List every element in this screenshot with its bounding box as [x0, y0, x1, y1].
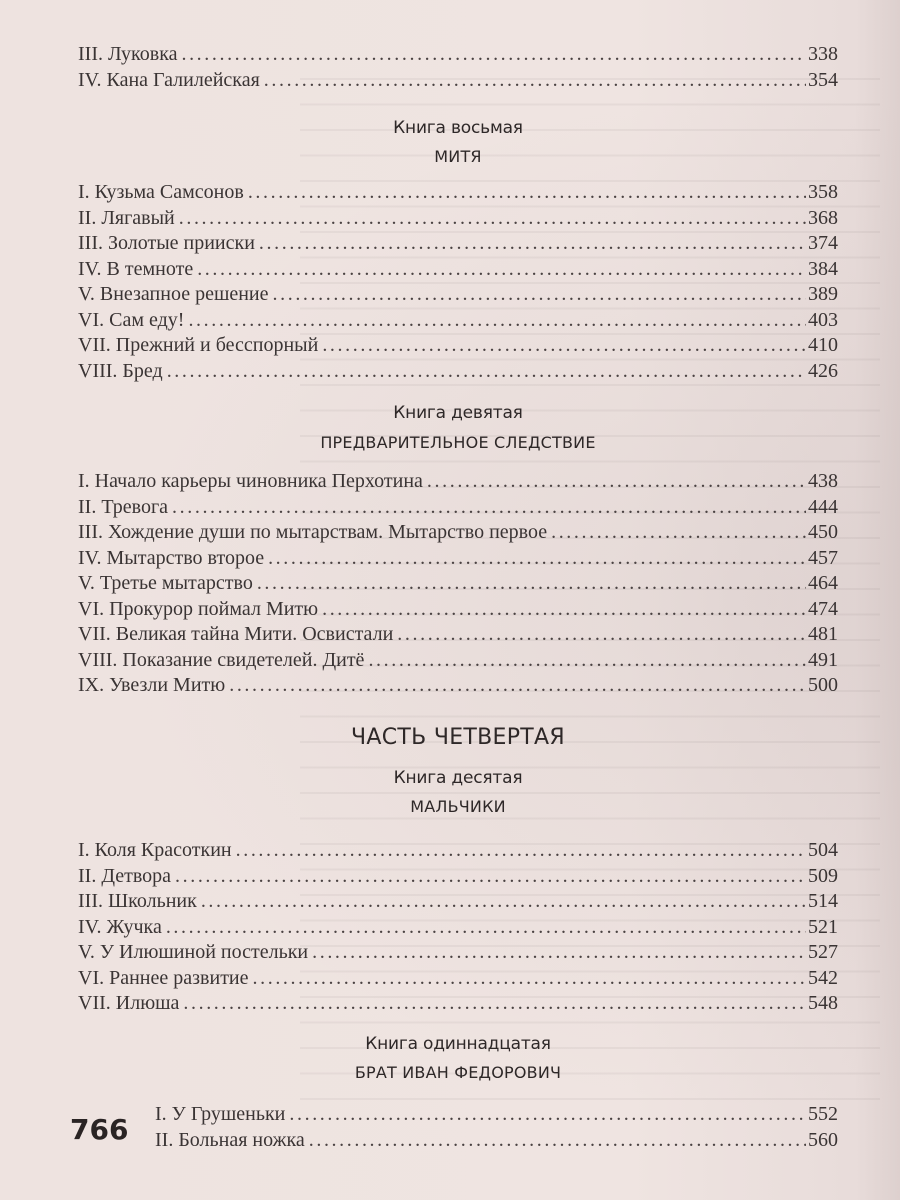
entry-page: 438: [808, 470, 838, 492]
leader-dots: [175, 864, 806, 890]
entry-page: 509: [808, 864, 838, 887]
entry-page: 389: [808, 283, 838, 305]
entry-page: 560: [808, 1128, 838, 1151]
entry-page: 444: [808, 495, 838, 518]
book-subtitle: МИТЯ: [434, 147, 482, 166]
toc-entry: [78, 333, 838, 359]
leader-dots: [268, 546, 806, 572]
toc-entry: [78, 257, 838, 283]
entry-title: III. Школьник: [78, 890, 197, 912]
toc-entry: [78, 546, 838, 572]
page-number: 766: [70, 1113, 129, 1146]
entry-page: 481: [808, 623, 838, 645]
leader-dots: [312, 940, 806, 966]
leader-dots: [397, 622, 806, 648]
leader-dots: [322, 333, 806, 359]
toc-entry: [78, 571, 838, 597]
entry-page: 500: [808, 674, 838, 696]
toc-entry: [78, 838, 838, 864]
entry-page: 457: [808, 546, 838, 569]
entry-page: 514: [808, 890, 838, 912]
entry-title: VI. Прокурор поймал Митю: [78, 597, 319, 620]
toc-entry: [78, 673, 838, 699]
entry-title: III. Золотые прииски: [78, 232, 255, 254]
entry-title: VI. Раннее развитие: [78, 966, 249, 989]
toc-entry: [78, 864, 838, 890]
toc-entry: [78, 359, 838, 385]
book-title: Книга восьмая: [393, 118, 523, 138]
entry-page: 354: [808, 68, 838, 91]
entry-page: 374: [808, 232, 838, 254]
entry-page: 552: [808, 1103, 838, 1125]
entry-title: VII. Великая тайна Мити. Освистали: [78, 623, 394, 645]
toc-entry: [78, 180, 838, 206]
toc-entry: [78, 991, 838, 1017]
entry-page: 474: [808, 597, 838, 620]
entry-page: 384: [808, 257, 838, 280]
entry-page: 521: [808, 915, 838, 938]
entry-title: VII. Илюша: [78, 992, 180, 1014]
leader-dots: [273, 282, 806, 308]
toc-entry: [78, 282, 838, 308]
leader-dots: [257, 571, 806, 597]
entry-title: II. Тревога: [78, 495, 169, 518]
entry-page: 410: [808, 334, 838, 356]
entry-title: V. Внезапное решение: [78, 283, 269, 305]
entry-page: 527: [808, 941, 838, 963]
leader-dots: [551, 520, 806, 546]
leader-dots: [259, 231, 806, 257]
entry-title: IX. Увезли Митю: [78, 674, 226, 696]
entry-title: I. Кузьма Самсонов: [78, 181, 244, 203]
entry-title: IV. Мытарство второе: [78, 546, 265, 569]
leader-dots: [229, 673, 806, 699]
entry-title: II. Детвора: [78, 864, 172, 887]
entry-title: VI. Сам еду!: [78, 308, 185, 331]
book-title: Книга десятая: [393, 768, 523, 788]
leader-dots: [309, 1128, 806, 1154]
entry-title: II. Больная ножка: [155, 1128, 305, 1151]
book-subtitle: БРАТ ИВАН ФЕДОРОВИЧ: [354, 1063, 562, 1082]
leader-dots: [197, 257, 806, 283]
entry-page: 368: [808, 206, 838, 229]
leader-dots: [368, 648, 806, 674]
toc-entry: [78, 597, 838, 623]
toc-entry: [78, 42, 838, 68]
entry-title: III. Хождение души по мытарствам. Мытарство первое: [78, 521, 548, 543]
toc-list-book9: [78, 469, 838, 699]
toc-entry: [78, 966, 838, 992]
toc-entry: [78, 520, 838, 546]
toc-entry: [78, 231, 838, 257]
entry-page: 426: [808, 359, 838, 382]
entry-title: V. Третье мытарство: [78, 572, 253, 594]
toc-entry: [78, 206, 838, 232]
toc-entry: [78, 940, 838, 966]
leader-dots: [289, 1102, 806, 1128]
leader-dots: [201, 889, 806, 915]
leader-dots: [253, 966, 806, 992]
entry-title: VIII. Показание свидетелей. Дитё: [78, 648, 365, 671]
leader-dots: [166, 915, 806, 941]
entry-title: VIII. Бред: [78, 359, 163, 382]
toc-entry: [78, 915, 838, 941]
toc-entry: [78, 622, 838, 648]
toc-entry: [78, 648, 838, 674]
toc-entry: [155, 1102, 838, 1128]
toc-list-book10: [78, 838, 838, 1017]
entry-title: II. Лягавый: [78, 206, 175, 229]
entry-title: IV. Кана Галилейская: [78, 68, 260, 91]
toc-entry: [78, 889, 838, 915]
entry-title: IV. В темноте: [78, 257, 194, 280]
toc-entry: [155, 1128, 838, 1154]
toc-entry: [78, 495, 838, 521]
toc-list-book7: [78, 42, 838, 93]
entry-title: I. Коля Красоткин: [78, 839, 232, 861]
part-title: ЧАСТЬ ЧЕТВЕРТАЯ: [351, 725, 565, 750]
leader-dots: [427, 469, 806, 495]
entry-page: 491: [808, 648, 838, 671]
toc-list-book11: [155, 1102, 838, 1153]
toc-list-book8: [78, 180, 838, 384]
entry-page: 450: [808, 521, 838, 543]
leader-dots: [167, 359, 806, 385]
leader-dots: [264, 68, 806, 94]
toc-entry: [78, 308, 838, 334]
entry-page: 403: [808, 308, 838, 331]
book-title: Книга девятая: [393, 403, 523, 423]
entry-title: I. Начало карьеры чиновника Перхотина: [78, 470, 423, 492]
book-title: Книга одиннадцатая: [365, 1034, 551, 1054]
entry-page: 338: [808, 43, 838, 65]
leader-dots: [172, 495, 806, 521]
book-subtitle: МАЛЬЧИКИ: [410, 797, 506, 816]
leader-dots: [183, 991, 806, 1017]
entry-page: 548: [808, 992, 838, 1014]
toc-entry: [78, 469, 838, 495]
leader-dots: [179, 206, 806, 232]
entry-page: 464: [808, 572, 838, 594]
entry-page: 504: [808, 839, 838, 861]
leader-dots: [181, 42, 806, 68]
entry-title: III. Луковка: [78, 43, 178, 65]
entry-title: V. У Илюшиной постельки: [78, 941, 309, 963]
entry-title: VII. Прежний и бесспорный: [78, 334, 319, 356]
book-subtitle: ПРЕДВАРИТЕЛЬНОЕ СЛЕДСТВИЕ: [320, 433, 596, 452]
leader-dots: [236, 838, 806, 864]
entry-page: 358: [808, 181, 838, 203]
entry-title: I. У Грушеньки: [155, 1103, 286, 1125]
leader-dots: [322, 597, 806, 623]
entry-page: 542: [808, 966, 838, 989]
leader-dots: [248, 180, 806, 206]
leader-dots: [188, 308, 806, 334]
entry-title: IV. Жучка: [78, 915, 162, 938]
toc-entry: [78, 68, 838, 94]
